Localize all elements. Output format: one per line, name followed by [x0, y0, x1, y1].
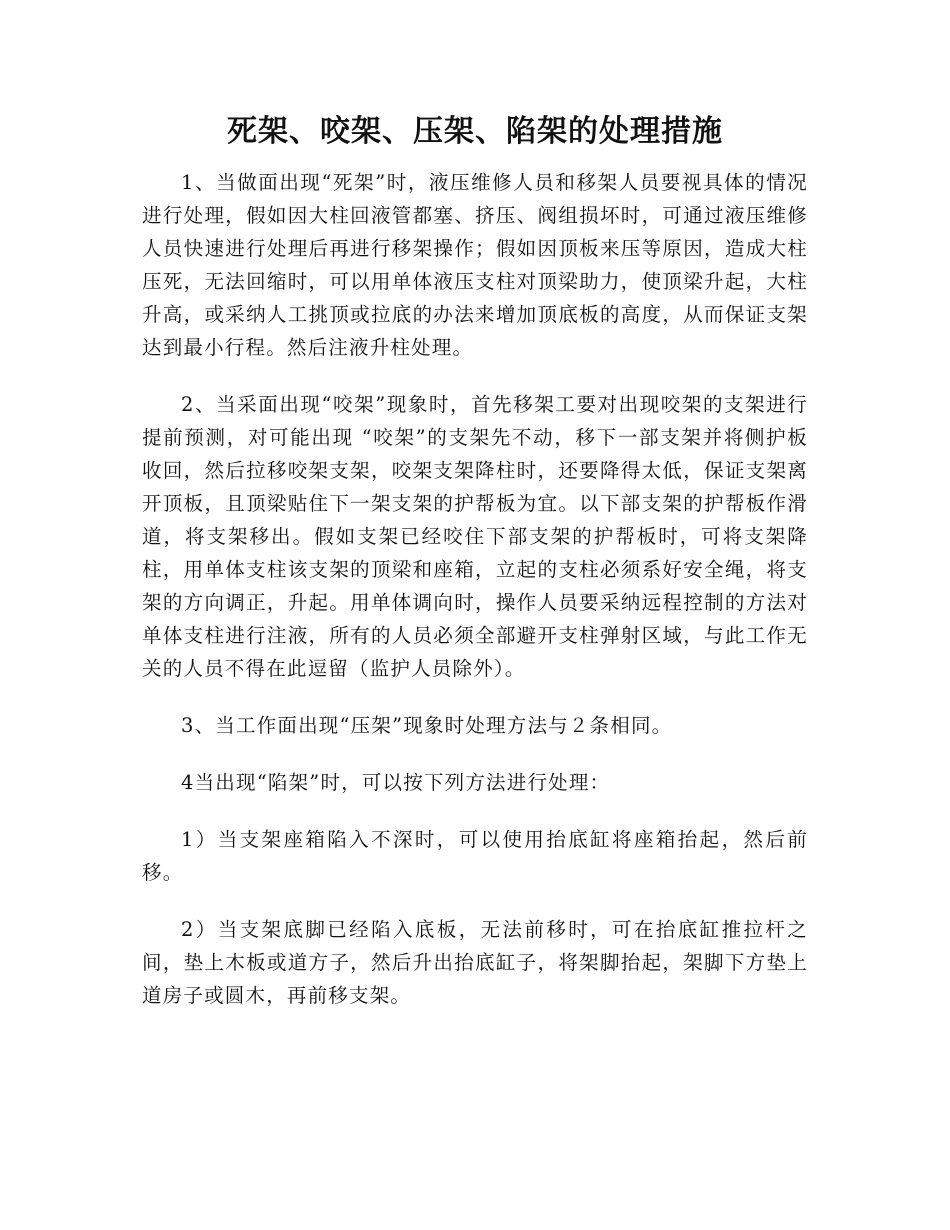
- paragraph-sunken-support-intro: 4当出现“陷架”时，可以按下列方法进行处理：: [181, 771, 611, 794]
- paragraph-dead-support: 1、当做面出现“死架”时，液压维修人员和移架人员要视具体的情况进行处理，假如因大柱回液管都塞、挤压、阀组损坏时，可通过液压维修人员快速进行处理后再进行移架操作；假如因顶板来压等原因，造成大柱压死，无法回缩时，可以用单体液压支柱对顶梁助力，使顶梁升起，大柱升高，或采纳人工挑顶或拉底的办法来增加顶底板的高度，从而保证支架达到最小行程。然后注液升柱处理。: [142, 171, 808, 359]
- paragraph-sunken-step-2: 2）当支架底脚已经陷入底板，无法前移时，可在抬底缸推拉杆之间，垫上木板或道方子，然后升出抬底缸子，将架脚抬起，架脚下方垫上道房子或圆木，再前移支架。: [142, 918, 808, 1007]
- document-title: 死架、咬架、压架、陷架的处理措施: [227, 114, 723, 149]
- paragraph-crushed-support: 3、当工作面出现“压架”现象时处理方法与２条相同。: [181, 714, 673, 737]
- document-body: [142, 166, 808, 1012]
- paragraph-sunken-step-1: 1）当支架座箱陷入不深时，可以使用抬底缸将座箱抬起，然后前移。: [142, 828, 808, 884]
- paragraph-bite-support: 2、当采面出现“咬架”现象时，首先移架工要对出现咬架的支架进行提前预测，对可能出现 “咬架”的支架先不动，移下一部支架并将侧护板收回，然后拉移咬架支架，咬架支架降柱时，还要降得太低，保证支架离开顶板，且顶梁贴住下一架支架的护帮板为宜。以下部支架的护帮板作滑道，将支架移出。假如支架已经咬住下部支架的护帮板时，可将支架降柱，用单体支柱该支架的顶梁和座箱，立起的支柱必须系好安全绳，将支架的方向调正，升起。用单体调向时，操作人员要采纳远程控制的方法对单体支柱进行注液，所有的人员必须全部避开支柱弹射区域，与此工作无关的人员不得在此逗留（监护人员除外）。: [142, 393, 808, 680]
